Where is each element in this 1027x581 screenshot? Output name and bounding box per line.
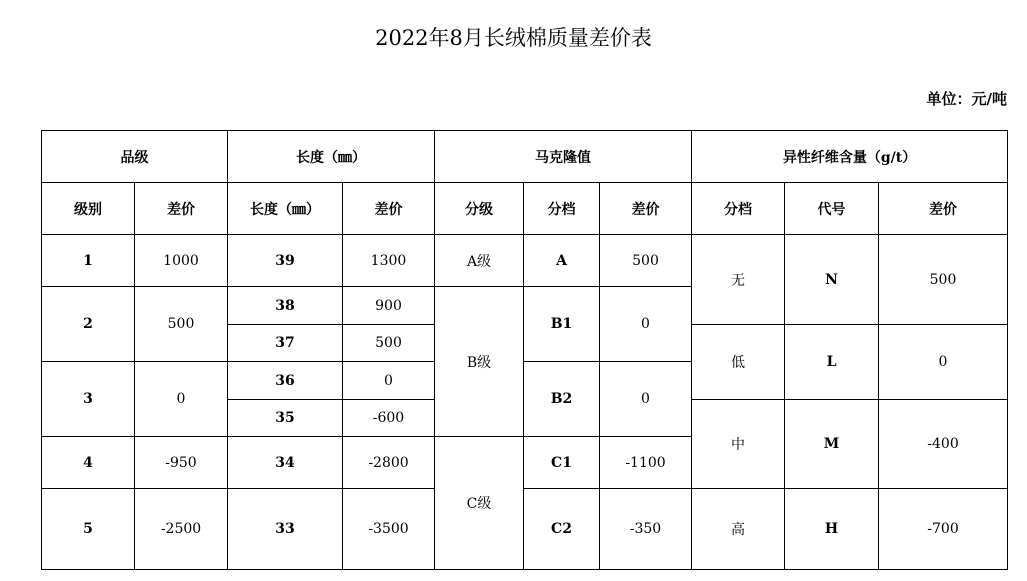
ff-code: M	[785, 400, 879, 489]
grade-diff: 0	[135, 362, 228, 437]
header-row-sub	[42, 183, 1008, 235]
header-foreign-fiber: 异性纤维含量（g/t）	[692, 131, 1008, 183]
length-mm: 33	[228, 489, 343, 570]
ff-bin: 中	[692, 400, 785, 489]
table-row	[42, 235, 1008, 287]
grade-level: 4	[42, 437, 135, 489]
subheader-mic-bin: 分档	[524, 183, 600, 235]
grade-level: 3	[42, 362, 135, 437]
ff-code: N	[785, 235, 879, 325]
header-grade: 品级	[42, 131, 228, 183]
length-mm: 34	[228, 437, 343, 489]
grade-diff: 1000	[135, 235, 228, 287]
mic-bin: C2	[524, 489, 600, 570]
mic-level: C级	[435, 437, 524, 570]
ff-code: H	[785, 489, 879, 570]
mic-level: B级	[435, 287, 524, 437]
length-diff: 1300	[343, 235, 435, 287]
grade-level: 5	[42, 489, 135, 570]
mic-diff: 0	[600, 287, 692, 362]
ff-diff: -700	[879, 489, 1008, 570]
unit-label: 单位：元/吨	[926, 90, 1007, 108]
subheader-grade-level: 级别	[42, 183, 135, 235]
grade-diff: -950	[135, 437, 228, 489]
ff-diff: 500	[879, 235, 1008, 325]
page-title: 2022年8月长绒棉质量差价表	[375, 26, 652, 50]
table-row	[42, 489, 1008, 570]
ff-diff: 0	[879, 325, 1008, 400]
ff-bin: 高	[692, 489, 785, 570]
mic-bin: B2	[524, 362, 600, 437]
mic-diff: 0	[600, 362, 692, 437]
subheader-mic-diff: 差价	[600, 183, 692, 235]
mic-bin: B1	[524, 287, 600, 362]
header-length: 长度（㎜）	[228, 131, 435, 183]
mic-diff: -1100	[600, 437, 692, 489]
ff-bin: 无	[692, 235, 785, 325]
length-mm: 39	[228, 235, 343, 287]
length-diff: 0	[343, 362, 435, 400]
mic-diff: -350	[600, 489, 692, 570]
grade-level: 2	[42, 287, 135, 362]
mic-bin: A	[524, 235, 600, 287]
ff-diff: -400	[879, 400, 1008, 489]
subheader-mic-level: 分级	[435, 183, 524, 235]
ff-bin: 低	[692, 325, 785, 400]
length-mm: 38	[228, 287, 343, 325]
length-mm: 35	[228, 400, 343, 437]
header-row-groups	[42, 131, 1008, 183]
length-mm: 36	[228, 362, 343, 400]
subheader-length-mm: 长度（㎜）	[228, 183, 343, 235]
subheader-ff-bin: 分档	[692, 183, 785, 235]
mic-bin: C1	[524, 437, 600, 489]
grade-level: 1	[42, 235, 135, 287]
grade-diff: -2500	[135, 489, 228, 570]
length-diff: 900	[343, 287, 435, 325]
length-mm: 37	[228, 325, 343, 362]
subheader-ff-diff: 差价	[879, 183, 1008, 235]
length-diff: -3500	[343, 489, 435, 570]
header-micronaire: 马克隆值	[435, 131, 692, 183]
grade-diff: 500	[135, 287, 228, 362]
subheader-ff-code: 代号	[785, 183, 879, 235]
subheader-grade-diff: 差价	[135, 183, 228, 235]
subheader-length-diff: 差价	[343, 183, 435, 235]
length-diff: 500	[343, 325, 435, 362]
ff-code: L	[785, 325, 879, 400]
price-difference-table	[41, 130, 1008, 570]
length-diff: -600	[343, 400, 435, 437]
mic-diff: 500	[600, 235, 692, 287]
length-diff: -2800	[343, 437, 435, 489]
mic-level: A级	[435, 235, 524, 287]
